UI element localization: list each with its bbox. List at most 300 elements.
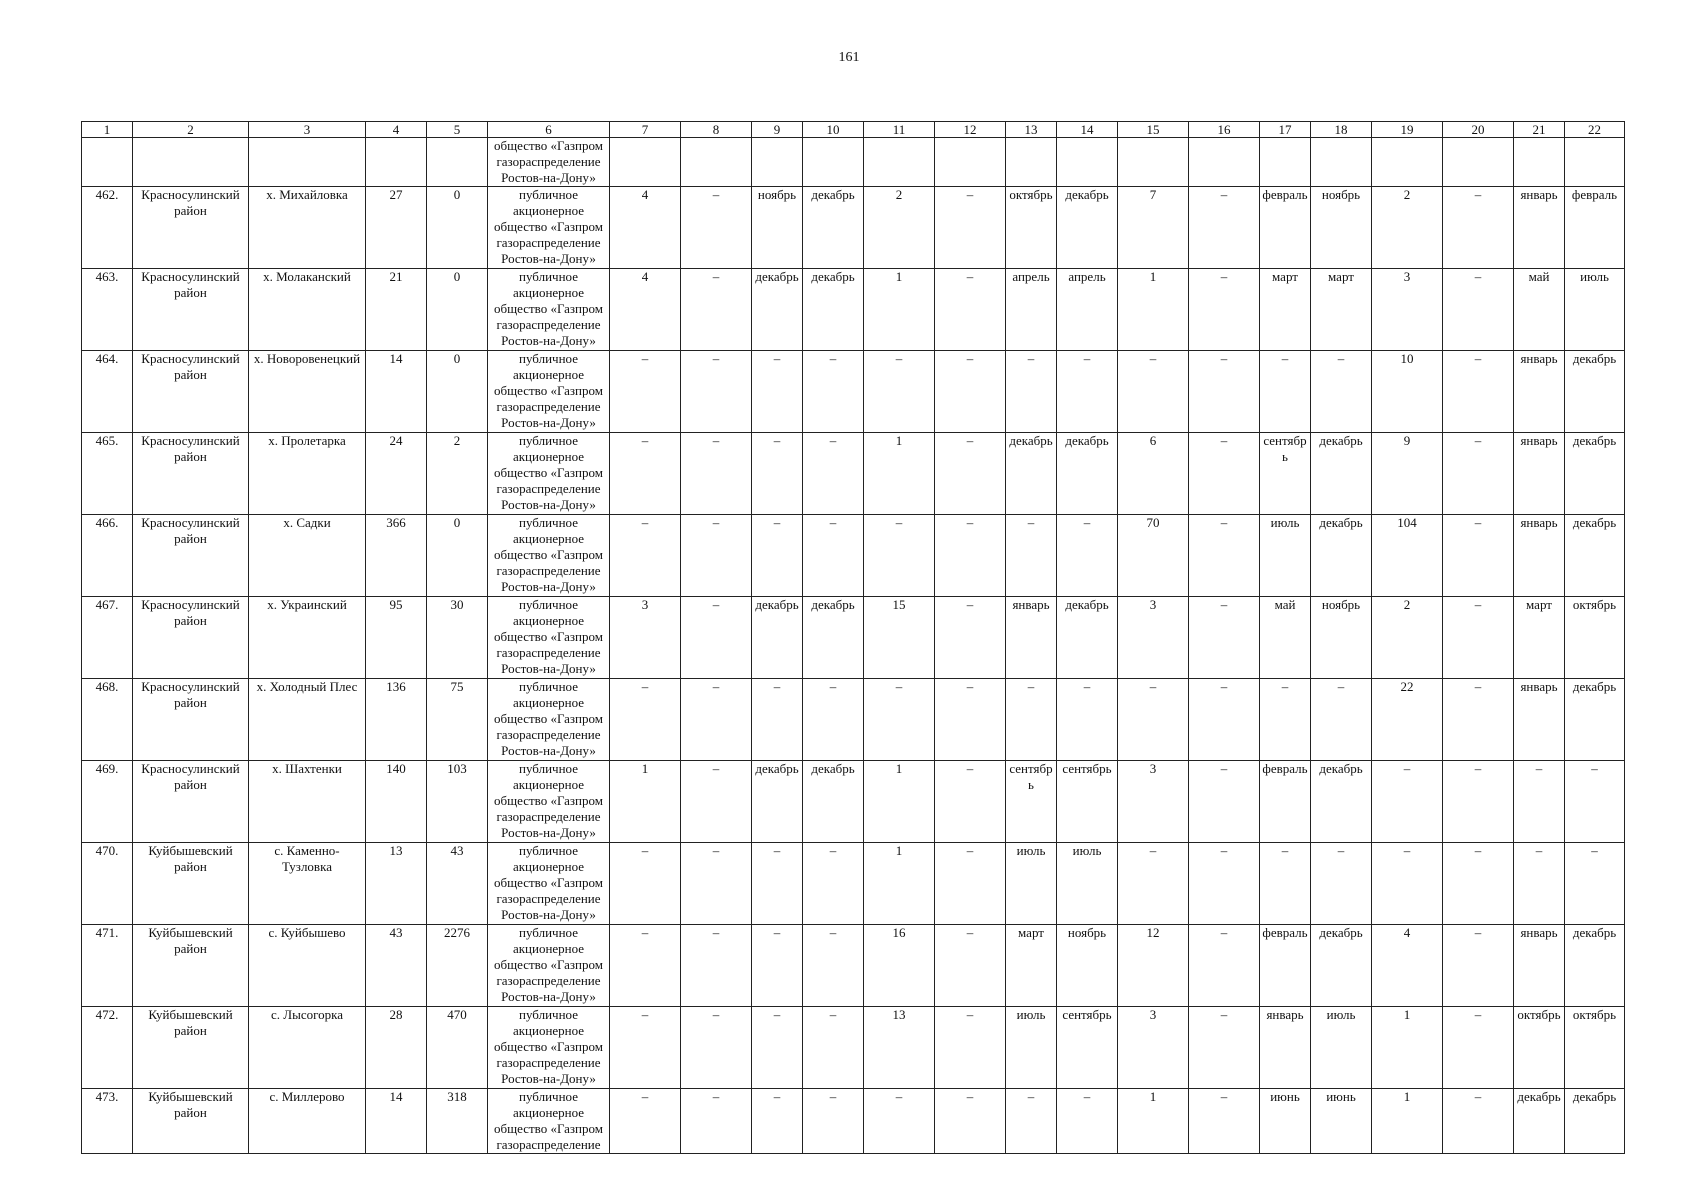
- table-cell: –: [1189, 1007, 1260, 1089]
- table-cell: сентябрь: [1057, 1007, 1118, 1089]
- table-cell: –: [1443, 679, 1514, 761]
- table-cell: с. Лысогорка: [249, 1007, 366, 1089]
- table-cell: –: [803, 351, 864, 433]
- table-cell: декабрь: [803, 269, 864, 351]
- table-cell: 2: [1372, 597, 1443, 679]
- table-cell: 1: [1372, 1007, 1443, 1089]
- table-cell: 3: [610, 597, 681, 679]
- table-cell: –: [803, 1007, 864, 1089]
- table-cell: 18: [1311, 122, 1372, 138]
- table-cell: –: [681, 1089, 752, 1154]
- table-cell: июль: [1006, 1007, 1057, 1089]
- table-cell: [82, 138, 133, 187]
- table-cell: –: [1189, 761, 1260, 843]
- table-cell: 95: [366, 597, 427, 679]
- table-cell: декабрь: [1565, 1089, 1625, 1154]
- table-cell: декабрь: [1057, 433, 1118, 515]
- table-cell: –: [1443, 433, 1514, 515]
- table-cell: 13: [864, 1007, 935, 1089]
- table-cell: июнь: [1311, 1089, 1372, 1154]
- table-cell: –: [681, 597, 752, 679]
- table-row: [82, 925, 1625, 1007]
- table-cell: –: [1311, 351, 1372, 433]
- table-cell: июль: [1006, 843, 1057, 925]
- table-cell: 20: [1443, 122, 1514, 138]
- table-cell: 3: [1118, 1007, 1189, 1089]
- table-cell: –: [1189, 1089, 1260, 1154]
- table-cell: 11: [864, 122, 935, 138]
- table-row: [82, 679, 1625, 761]
- table-cell: 14: [1057, 122, 1118, 138]
- table-cell: январь: [1514, 925, 1565, 1007]
- table-cell: –: [752, 1007, 803, 1089]
- table-cell: –: [935, 433, 1006, 515]
- table-cell: с. Миллерово: [249, 1089, 366, 1154]
- table-cell: июль: [1311, 1007, 1372, 1089]
- table-cell: декабрь: [1311, 761, 1372, 843]
- table-cell: 3: [249, 122, 366, 138]
- table-cell: –: [1443, 1089, 1514, 1154]
- table-cell: [610, 138, 681, 187]
- table-cell: [1443, 138, 1514, 187]
- table-cell: –: [1443, 925, 1514, 1007]
- table-cell: –: [1057, 515, 1118, 597]
- table-cell: х. Холодный Плес: [249, 679, 366, 761]
- table-cell: ноябрь: [752, 187, 803, 269]
- table-cell: –: [803, 433, 864, 515]
- table-cell: 15: [864, 597, 935, 679]
- table-cell: –: [1189, 433, 1260, 515]
- table-cell: –: [1118, 351, 1189, 433]
- table-row: [82, 269, 1625, 351]
- table-cell: –: [681, 351, 752, 433]
- table-cell: 2: [427, 433, 488, 515]
- table-cell: декабрь: [1057, 187, 1118, 269]
- table-cell: –: [1189, 925, 1260, 1007]
- table-cell: 104: [1372, 515, 1443, 597]
- table-cell: ноябрь: [1311, 187, 1372, 269]
- table-cell: 6: [488, 122, 610, 138]
- table-cell: 5: [427, 122, 488, 138]
- table-cell: 136: [366, 679, 427, 761]
- table-cell: –: [681, 761, 752, 843]
- table-cell: апрель: [1006, 269, 1057, 351]
- table-cell: –: [610, 515, 681, 597]
- table-cell: 467.: [82, 597, 133, 679]
- header-row: [82, 122, 1625, 138]
- table-cell: 27: [366, 187, 427, 269]
- table-cell: –: [935, 515, 1006, 597]
- table-cell: 9: [752, 122, 803, 138]
- table-cell: –: [1260, 843, 1311, 925]
- table-cell: 1: [610, 761, 681, 843]
- table-cell: 470.: [82, 843, 133, 925]
- table-cell: июль: [1260, 515, 1311, 597]
- table-cell: 1: [1118, 1089, 1189, 1154]
- table-cell: октябрь: [1565, 1007, 1625, 1089]
- table-cell: декабрь: [1565, 433, 1625, 515]
- table-cell: май: [1260, 597, 1311, 679]
- table-cell: 463.: [82, 269, 133, 351]
- table-cell: –: [1311, 679, 1372, 761]
- table-cell: [803, 138, 864, 187]
- table-cell: ноябрь: [1057, 925, 1118, 1007]
- table-cell: –: [1372, 761, 1443, 843]
- table-cell: –: [752, 925, 803, 1007]
- table-cell: декабрь: [1565, 679, 1625, 761]
- table-cell: 17: [1260, 122, 1311, 138]
- table-cell: –: [935, 1089, 1006, 1154]
- table-cell: декабрь: [1057, 597, 1118, 679]
- table-cell: –: [681, 187, 752, 269]
- table-cell: 75: [427, 679, 488, 761]
- table-cell: декабрь: [752, 269, 803, 351]
- table-cell: 2: [133, 122, 249, 138]
- table-cell: 43: [427, 843, 488, 925]
- table-cell: –: [1189, 679, 1260, 761]
- table-cell: декабрь: [1565, 515, 1625, 597]
- table-cell: 4: [366, 122, 427, 138]
- table-row: [82, 515, 1625, 597]
- table-cell: –: [752, 515, 803, 597]
- table-cell: –: [752, 679, 803, 761]
- table-cell: 466.: [82, 515, 133, 597]
- table-cell: 19: [1372, 122, 1443, 138]
- table-cell: 16: [864, 925, 935, 1007]
- table-cell: –: [610, 433, 681, 515]
- table-cell: декабрь: [1565, 351, 1625, 433]
- table-cell: –: [752, 433, 803, 515]
- table-cell: 1: [864, 761, 935, 843]
- table-cell: 43: [366, 925, 427, 1007]
- table-cell: –: [1057, 1089, 1118, 1154]
- table-cell: –: [864, 351, 935, 433]
- table-cell: 3: [1372, 269, 1443, 351]
- table-cell: 6: [1118, 433, 1189, 515]
- table-cell: –: [935, 597, 1006, 679]
- table-cell: –: [681, 679, 752, 761]
- table-cell: –: [935, 761, 1006, 843]
- table-row: [82, 351, 1625, 433]
- table-row: [82, 187, 1625, 269]
- table-cell: декабрь: [1311, 433, 1372, 515]
- table-cell: 22: [1372, 679, 1443, 761]
- table-cell: 2: [864, 187, 935, 269]
- table-cell: октябрь: [1514, 1007, 1565, 1089]
- table-cell: октябрь: [1006, 187, 1057, 269]
- table-cell: 12: [935, 122, 1006, 138]
- table-cell: январь: [1260, 1007, 1311, 1089]
- table-cell: Куйбышевский район: [133, 1007, 249, 1089]
- table-cell: 473.: [82, 1089, 133, 1154]
- table-cell: публичное акционерное общество «Газпром газораспределение Ростов-на-Дону»: [488, 515, 610, 597]
- table-cell: 0: [427, 351, 488, 433]
- continued-row: [82, 138, 1625, 187]
- table-cell: 1: [864, 433, 935, 515]
- table-cell: декабрь: [1565, 925, 1625, 1007]
- table-cell: публичное акционерное общество «Газпром газораспределение Ростов-на-Дону»: [488, 761, 610, 843]
- table-cell: –: [1189, 597, 1260, 679]
- table-cell: публичное акционерное общество «Газпром газораспределение Ростов-на-Дону»: [488, 187, 610, 269]
- table-cell: 22: [1565, 122, 1625, 138]
- table-cell: –: [1514, 843, 1565, 925]
- table-row: [82, 843, 1625, 925]
- table-cell: х. Новоровенецкий: [249, 351, 366, 433]
- table-cell: х. Молаканский: [249, 269, 366, 351]
- table-cell: –: [1006, 679, 1057, 761]
- table-cell: х. Михайловка: [249, 187, 366, 269]
- table-cell: май: [1514, 269, 1565, 351]
- page-number: 161: [838, 50, 860, 65]
- table-cell: –: [803, 515, 864, 597]
- table-cell: –: [681, 925, 752, 1007]
- table-cell: [1514, 138, 1565, 187]
- table-cell: февраль: [1260, 187, 1311, 269]
- table-cell: публичное акционерное общество «Газпром газораспределение Ростов-на-Дону»: [488, 1007, 610, 1089]
- table-cell: –: [1443, 843, 1514, 925]
- table-row: [82, 1007, 1625, 1089]
- table-cell: 4: [1372, 925, 1443, 1007]
- table-cell: –: [1189, 515, 1260, 597]
- table-cell: 4: [610, 187, 681, 269]
- table-row: [82, 1089, 1625, 1154]
- table-cell: публичное акционерное общество «Газпром газораспределение: [488, 1089, 610, 1154]
- table-cell: –: [1118, 679, 1189, 761]
- table-cell: 318: [427, 1089, 488, 1154]
- table-cell: 10: [1372, 351, 1443, 433]
- table-cell: 366: [366, 515, 427, 597]
- table-cell: 1: [864, 269, 935, 351]
- table-cell: 13: [1006, 122, 1057, 138]
- table-cell: публичное акционерное общество «Газпром газораспределение Ростов-на-Дону»: [488, 351, 610, 433]
- table-cell: Куйбышевский район: [133, 1089, 249, 1154]
- table-cell: 15: [1118, 122, 1189, 138]
- table-cell: –: [864, 515, 935, 597]
- table-cell: сентябрь: [1057, 761, 1118, 843]
- table-cell: –: [1514, 761, 1565, 843]
- table-cell: декабрь: [803, 187, 864, 269]
- table-cell: публичное акционерное общество «Газпром газораспределение Ростов-на-Дону»: [488, 925, 610, 1007]
- table-cell: сентябрь: [1260, 433, 1311, 515]
- table-cell: март: [1260, 269, 1311, 351]
- table-cell: –: [1443, 1007, 1514, 1089]
- table-cell: –: [1443, 351, 1514, 433]
- table-cell: февраль: [1260, 761, 1311, 843]
- table-cell: –: [1189, 843, 1260, 925]
- table-cell: 0: [427, 515, 488, 597]
- table-cell: январь: [1514, 351, 1565, 433]
- table-cell: 469.: [82, 761, 133, 843]
- table-cell: [935, 138, 1006, 187]
- table-cell: общество «Газпром газораспределение Ростов-на-Дону»: [488, 138, 610, 187]
- table-cell: Красносулинский район: [133, 679, 249, 761]
- table-cell: [1189, 138, 1260, 187]
- table-cell: –: [752, 843, 803, 925]
- table-cell: –: [610, 925, 681, 1007]
- table-cell: декабрь: [1311, 515, 1372, 597]
- table-cell: –: [1189, 187, 1260, 269]
- table-cell: 462.: [82, 187, 133, 269]
- table-cell: 21: [366, 269, 427, 351]
- table-cell: Красносулинский район: [133, 187, 249, 269]
- table-cell: [1006, 138, 1057, 187]
- table-cell: февраль: [1565, 187, 1625, 269]
- table-cell: –: [1006, 351, 1057, 433]
- table-cell: –: [803, 925, 864, 1007]
- table-cell: –: [935, 843, 1006, 925]
- table-cell: Красносулинский район: [133, 515, 249, 597]
- table-cell: декабрь: [1006, 433, 1057, 515]
- table-cell: апрель: [1057, 269, 1118, 351]
- table-cell: 24: [366, 433, 427, 515]
- table-cell: –: [681, 1007, 752, 1089]
- table-cell: июнь: [1260, 1089, 1311, 1154]
- table-row: [82, 433, 1625, 515]
- table-cell: декабрь: [752, 761, 803, 843]
- table-cell: –: [610, 679, 681, 761]
- table-cell: декабрь: [1311, 925, 1372, 1007]
- table-cell: –: [935, 925, 1006, 1007]
- table-cell: –: [1565, 843, 1625, 925]
- data-table: [81, 121, 1625, 1154]
- table-cell: январь: [1514, 679, 1565, 761]
- table-cell: –: [1057, 679, 1118, 761]
- table-cell: с. Каменно-Тузловка: [249, 843, 366, 925]
- table-cell: январь: [1514, 515, 1565, 597]
- table-cell: [133, 138, 249, 187]
- table-cell: –: [610, 351, 681, 433]
- table-cell: х. Шахтенки: [249, 761, 366, 843]
- table-cell: –: [803, 1089, 864, 1154]
- table-cell: –: [1311, 843, 1372, 925]
- table-cell: 70: [1118, 515, 1189, 597]
- table-cell: х. Пролетарка: [249, 433, 366, 515]
- table-cell: –: [752, 1089, 803, 1154]
- table-cell: 14: [366, 351, 427, 433]
- table-cell: Красносулинский район: [133, 351, 249, 433]
- table-cell: ноябрь: [1311, 597, 1372, 679]
- table-cell: Куйбышевский район: [133, 925, 249, 1007]
- table-cell: 2: [1372, 187, 1443, 269]
- table-cell: 468.: [82, 679, 133, 761]
- table-cell: публичное акционерное общество «Газпром газораспределение Ростов-на-Дону»: [488, 269, 610, 351]
- table-cell: [1372, 138, 1443, 187]
- table-cell: 1: [864, 843, 935, 925]
- table-cell: [427, 138, 488, 187]
- table-cell: 21: [1514, 122, 1565, 138]
- table-cell: [1057, 138, 1118, 187]
- table-cell: Куйбышевский район: [133, 843, 249, 925]
- table-cell: –: [1057, 351, 1118, 433]
- table-cell: 1: [1372, 1089, 1443, 1154]
- table-cell: [1260, 138, 1311, 187]
- table-cell: –: [935, 679, 1006, 761]
- table-cell: с. Куйбышево: [249, 925, 366, 1007]
- table-cell: 1: [1118, 269, 1189, 351]
- table-cell: октябрь: [1565, 597, 1625, 679]
- table-cell: 0: [427, 187, 488, 269]
- table-cell: 465.: [82, 433, 133, 515]
- table-cell: январь: [1006, 597, 1057, 679]
- table-cell: 4: [610, 269, 681, 351]
- table-cell: –: [610, 1089, 681, 1154]
- table-cell: февраль: [1260, 925, 1311, 1007]
- table-row: [82, 597, 1625, 679]
- table-cell: 14: [366, 1089, 427, 1154]
- table-cell: 7: [610, 122, 681, 138]
- table-cell: –: [935, 187, 1006, 269]
- table-cell: –: [1260, 679, 1311, 761]
- table-cell: Красносулинский район: [133, 433, 249, 515]
- table-cell: март: [1006, 925, 1057, 1007]
- table-cell: –: [1443, 761, 1514, 843]
- table-cell: –: [864, 679, 935, 761]
- table-cell: –: [1006, 1089, 1057, 1154]
- table-cell: –: [681, 433, 752, 515]
- table-cell: март: [1311, 269, 1372, 351]
- table-cell: –: [681, 269, 752, 351]
- table-cell: 2276: [427, 925, 488, 1007]
- table-cell: 3: [1118, 761, 1189, 843]
- table-cell: декабрь: [803, 761, 864, 843]
- table-cell: 471.: [82, 925, 133, 1007]
- table-cell: июль: [1057, 843, 1118, 925]
- table-cell: –: [610, 1007, 681, 1089]
- table-cell: 464.: [82, 351, 133, 433]
- table-cell: –: [1189, 351, 1260, 433]
- table-cell: декабрь: [752, 597, 803, 679]
- table-cell: –: [1443, 597, 1514, 679]
- table-cell: март: [1514, 597, 1565, 679]
- table-cell: –: [1006, 515, 1057, 597]
- table-cell: Красносулинский район: [133, 761, 249, 843]
- table-cell: 3: [1118, 597, 1189, 679]
- table-cell: июль: [1565, 269, 1625, 351]
- table-cell: 16: [1189, 122, 1260, 138]
- table-row: [82, 761, 1625, 843]
- table-cell: –: [681, 515, 752, 597]
- table-cell: –: [1443, 187, 1514, 269]
- table-cell: 9: [1372, 433, 1443, 515]
- table-cell: [249, 138, 366, 187]
- table-cell: публичное акционерное общество «Газпром газораспределение Ростов-на-Дону»: [488, 843, 610, 925]
- table-cell: [1311, 138, 1372, 187]
- table-cell: [681, 138, 752, 187]
- table-cell: –: [1189, 269, 1260, 351]
- table-cell: х. Украинский: [249, 597, 366, 679]
- table-cell: 140: [366, 761, 427, 843]
- table-cell: –: [803, 843, 864, 925]
- table-cell: –: [1118, 843, 1189, 925]
- table-cell: 12: [1118, 925, 1189, 1007]
- table-cell: 103: [427, 761, 488, 843]
- table-cell: –: [935, 269, 1006, 351]
- table-cell: –: [935, 351, 1006, 433]
- table-cell: –: [803, 679, 864, 761]
- table-cell: 470: [427, 1007, 488, 1089]
- table-cell: –: [1443, 515, 1514, 597]
- table-cell: [864, 138, 935, 187]
- table-cell: –: [610, 843, 681, 925]
- table-cell: –: [1565, 761, 1625, 843]
- table-cell: 28: [366, 1007, 427, 1089]
- table-cell: 10: [803, 122, 864, 138]
- table-cell: –: [935, 1007, 1006, 1089]
- table-cell: [752, 138, 803, 187]
- table-cell: –: [752, 351, 803, 433]
- table-cell: 8: [681, 122, 752, 138]
- table-cell: [1118, 138, 1189, 187]
